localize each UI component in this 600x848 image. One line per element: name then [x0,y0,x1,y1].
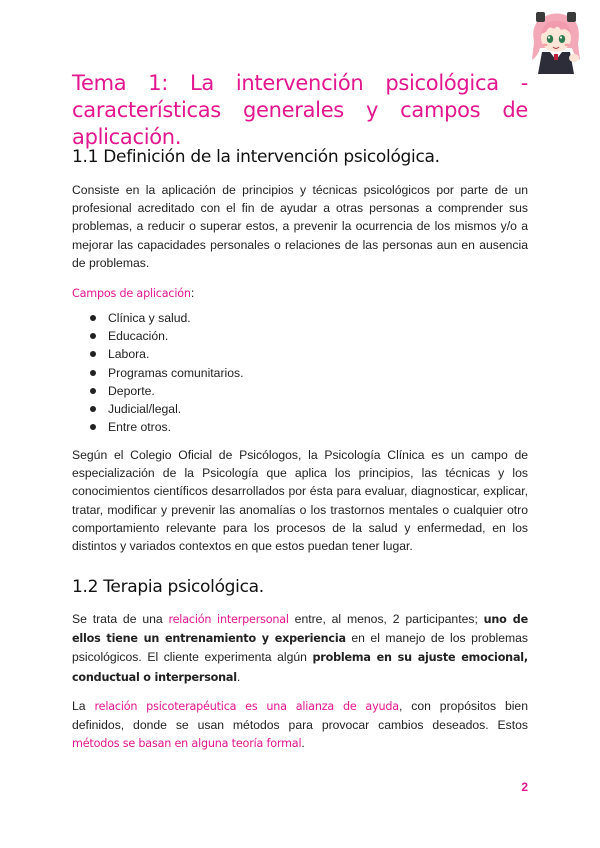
list-item: Programas comunitarios. [90,364,243,382]
list-item: Clínica y salud. [90,309,243,327]
list-item: Educación. [90,327,243,345]
definicion-paragraph: Consiste en la aplicación de principios y técnicas psicológicos por parte de un profesional acreditado con el fin de ayudar a otras personas a comprender sus problemas, a reducir o superar estos, a prevenir la ocurrencia de los mismos y/o a mejorar las capacidades personales o relaciones de las personas aun en ausencia de problemas. [72,183,528,270]
anime-girl-avatar-icon [524,8,588,76]
document-title: Tema 1: La intervención psicológica - características generales y campos de aplicación. [72,71,528,149]
list-item: Entre otros. [90,418,243,436]
highlight-alianza-ayuda: relación psicoterapéutica es una alianza de ayuda [94,700,399,713]
list-item: Judicial/legal. [90,400,243,418]
highlight-relacion-interpersonal: relación interpersonal [168,613,289,626]
list-item: Deporte. [90,382,243,400]
bold-entrenamiento: uno de ellos tiene un entrenamiento y experiencia [72,613,528,646]
text-run: . [301,736,305,751]
campos-label-line [72,284,194,303]
text-run: . [236,669,241,684]
campos-list [90,309,243,436]
text-run: en el manejo de los problemas psicológicos. El cliente experimenta algún [72,631,528,665]
section-heading-definicion: 1.1 Definición de la intervención psicológica. [72,147,440,167]
section-heading-terapia: 1.2 Terapia psicológica. [72,577,264,597]
text-run: , con propósitos bien definidos, donde se usan métodos para provocar cambios deseados. Estos [72,699,528,733]
text-run: entre, al menos, 2 participantes; [288,612,484,626]
bold-problema-ajuste: problema en su ajuste emocional, conductual o interpersonal [72,651,528,684]
highlight-teoria-formal: métodos se basan en alguna teoría formal [72,737,302,751]
text-run: Se trata de una [72,612,169,626]
campos-label: Campos de aplicación [72,287,191,300]
terapia-paragraph-1 [72,610,528,687]
psicologia-clinica-paragraph: Según el Colegio Oficial de Psicólogos, la Psicología Clínica es un campo de especialización de la Psicología que aplica los principios, las técnicas y los conocimientos científicos desarrollados por ésta para evaluar, diagnosticar, explicar, tratar, modificar y prevenir las anomalías o los trastornos mentales o cualquier otro comportamiento relevante para los procesos de la salud y enfermedad, en los distintos y variados contextos en que estos puedan tener lugar. [72,448,528,554]
campos-label-colon: : [190,286,195,300]
terapia-paragraph-2 [72,697,528,754]
list-item: Labora. [90,345,243,363]
text-run: La [72,699,95,713]
page-number: 2 [521,780,528,794]
